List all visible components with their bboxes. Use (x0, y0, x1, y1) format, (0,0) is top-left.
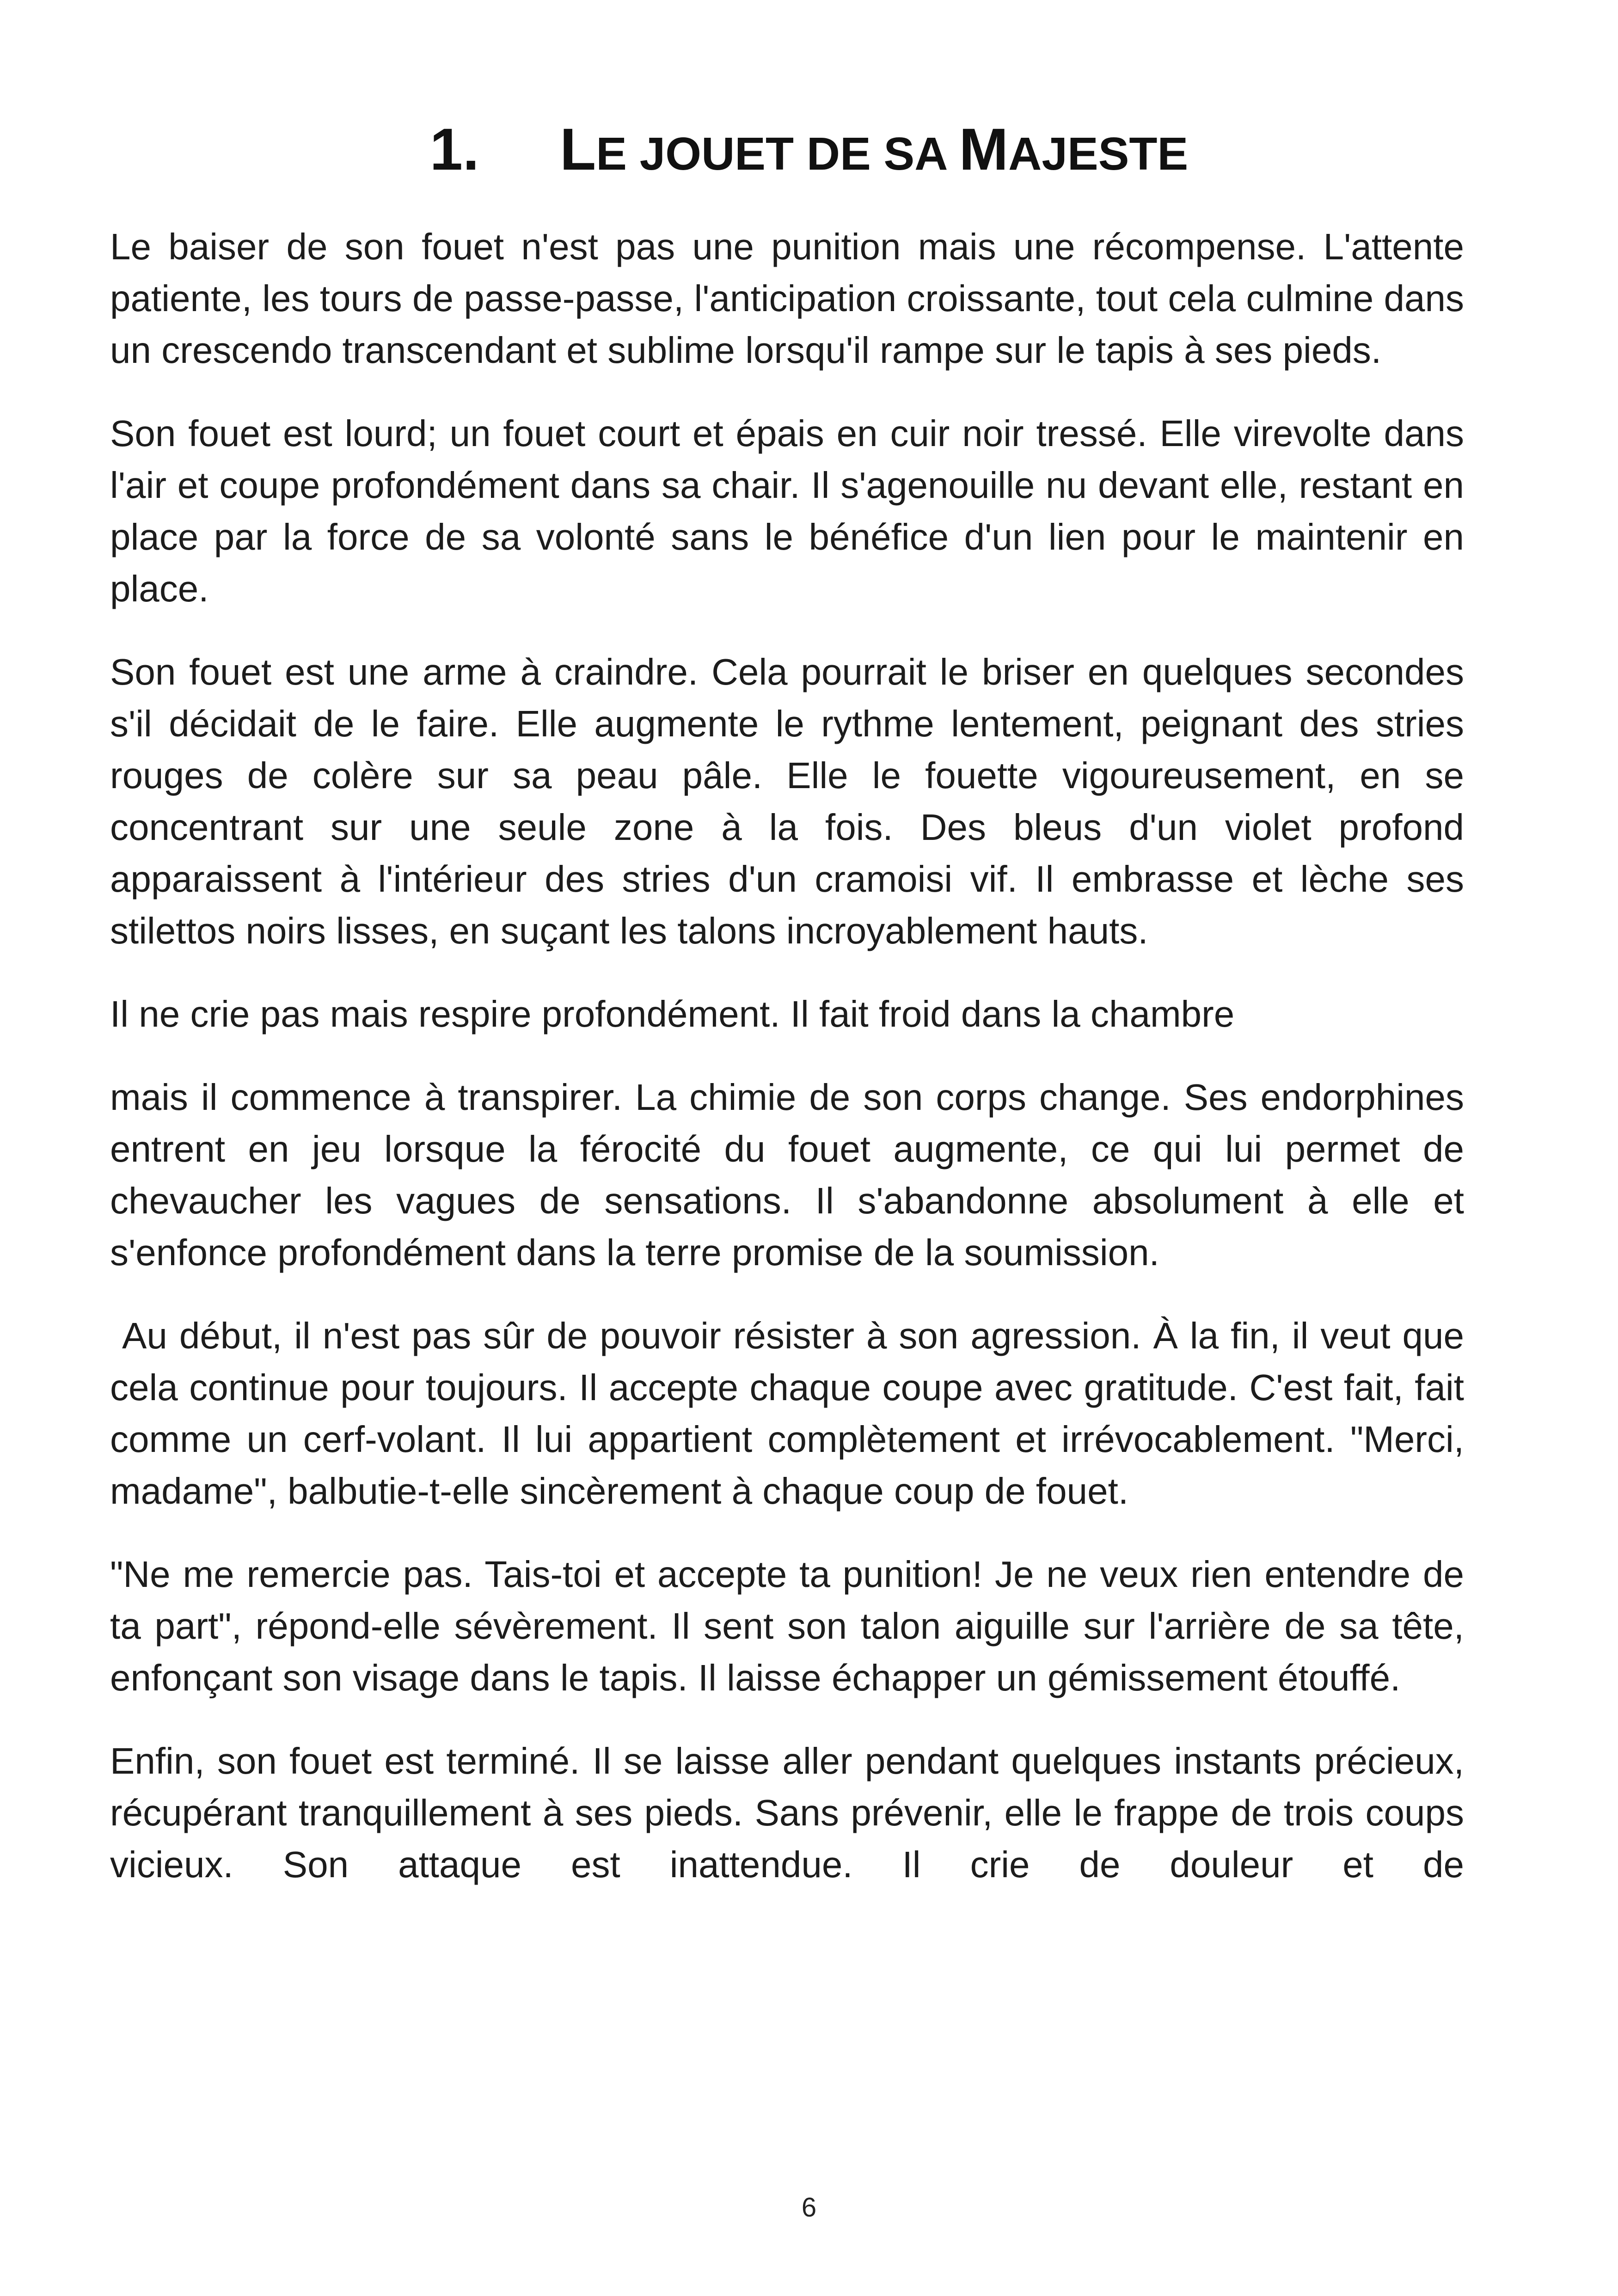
chapter-title-part: M (959, 116, 1009, 183)
chapter-number: 1. (429, 116, 479, 183)
chapter-heading (0, 116, 1618, 184)
chapter-title-part: L (560, 116, 596, 183)
page-number: 6 (801, 2192, 817, 2223)
chapter-title-part: AJESTE (1008, 128, 1189, 180)
paragraph: Son fouet est une arme à craindre. Cela pourrait le briser en quelques secondes s'il décidait de le faire. Elle augmente le rythme lentement, peignant des stries rouges de colère sur sa peau pâle. Elle le fouette vigoureusement, en se concentrant sur une seule zone à la fois. Des bleus d'un violet profond apparaissent à l'intérieur des stries d'un cramoisi vif. Il embrasse et lèche ses stilettos noirs lisses, en suçant les talons incroyablement hauts. (110, 651, 1464, 951)
paragraph: Enfin, son fouet est terminé. Il se laisse aller pendant quelques instants précieux, récupérant tranquillement à ses pieds. Sans prévenir, elle le frappe de trois coups vicieux. Son attaque est inattendue. Il crie de douleur et de (110, 1740, 1464, 1885)
paragraph: Il ne crie pas mais respire profondément. Il fait froid dans la chambre (110, 993, 1235, 1035)
paragraph: mais il commence à transpirer. La chimie de son corps change. Ses endorphines entrent en jeu lorsque la férocité du fouet augmente, ce qui lui permet de chevaucher les vagues de sensations. Il s'abandonne absolument à elle et s'enfonce profondément dans la terre promise de la soumission. (110, 1077, 1464, 1273)
paragraph: Au début, il n'est pas sûr de pouvoir résister à son agression. À la fin, il veut que cela continue pour toujours. Il accepte chaque coupe avec gratitude. C'est fait, fait comme un cerf-volant. Il lui appartient complètement et irrévocablement. "Merci, madame", balbutie-t-elle sincèrement à chaque coup de fouet. (110, 1315, 1475, 1512)
paragraph: Le baiser de son fouet n'est pas une punition mais une récompense. L'attente patiente, les tours de passe-passe, l'anticipation croissante, tout cela culmine dans un crescendo transcendant et sublime lorsqu'il rampe sur le tapis à ses pieds. (110, 226, 1464, 371)
chapter-title (560, 116, 1188, 184)
paragraph: Son fouet est lourd; un fouet court et épais en cuir noir tressé. Elle virevolte dans l'air et coupe profondément dans sa chair. Il s'agenouille nu devant elle, restant en place par la force de sa volonté sans le bénéfice d'un lien pour le maintenir en place. (110, 413, 1464, 609)
chapter-title-part: E JOUET DE SA (596, 128, 959, 180)
paragraph: "Ne me remercie pas. Tais-toi et accepte ta punition! Je ne veux rien entendre de ta part", répond-elle sévèrement. Il sent son talon aiguille sur l'arrière de sa tête, enfonçant son visage dans le tapis. Il laisse échapper un gémissement étouffé. (110, 1554, 1464, 1698)
body-text (110, 221, 1475, 1922)
